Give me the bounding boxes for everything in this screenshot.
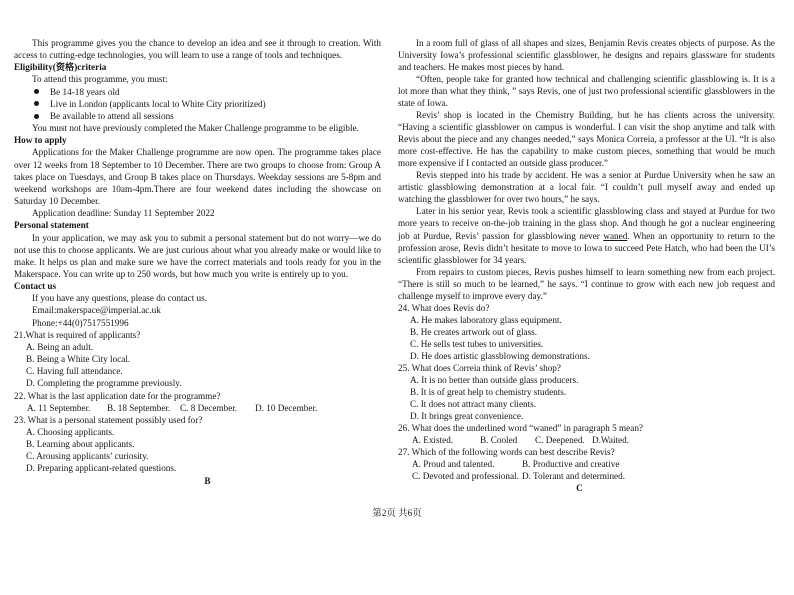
question-22-options <box>14 402 381 414</box>
passage-c-paragraph-4: Revis stepped into his trade by accident. He was a senior at Purdue University when he saw an artistic glassblowing demonstration at a local fair. “I couldn’t pull myself away and ended up watching the glassblower for over two hours,” he says. <box>398 170 775 205</box>
question-21-option: C. Having full attendance. <box>26 366 123 377</box>
question-27-option: D. Tolerant and determined. <box>522 471 626 482</box>
question-24-option: C. He sells test tubes to universities. <box>410 338 544 349</box>
question-26-option: B. Cooled <box>480 435 518 446</box>
passage-c-paragraph-6: From repairs to custom pieces, Revis pushes himself to learn something new from each project. “There is still so much to be learned,” he says. “I continue to grow with each new job request and challenge myself to improve every day.” <box>398 266 775 301</box>
question-27-option: B. Productive and creative <box>522 459 620 470</box>
question-27-option: A. Proud and talented. <box>412 459 495 470</box>
question-22-option: A. 11 September. <box>27 402 91 413</box>
question-27-options-row-2 <box>398 470 775 482</box>
passage-b <box>14 37 381 487</box>
personal-statement-heading: Personal statement <box>14 220 89 231</box>
eligibility-lead: To attend this programme, you must: <box>32 74 168 85</box>
question-22-option: C. 8 December. <box>180 402 238 413</box>
question-23-stem: 23. What is a personal statement possibly used for? <box>14 414 203 425</box>
eligibility-bullet <box>14 86 381 98</box>
question-23-option: D. Preparing applicant-related questions. <box>26 463 177 474</box>
question-22-stem: 22. What is the last application date for the programme? <box>14 390 221 401</box>
eligibility-bullet <box>14 110 381 122</box>
contact-email: Email:makerspace@imperial.ac.uk <box>32 305 161 316</box>
bullet-icon <box>34 114 39 119</box>
question-26-options <box>398 434 775 446</box>
question-21-option: D. Completing the programme previously. <box>26 378 182 389</box>
intro-paragraph: This programme gives you the chance to develop an idea and see it through to creation. With access to cutting-edge technologies, you will learn to use a range of tools and techniques. <box>14 38 381 61</box>
question-26-option: C. Deepened. <box>535 435 585 446</box>
eligibility-note: You must not have previously completed the Maker Challenge programme to be eligible. <box>32 123 359 134</box>
bullet-icon <box>34 101 39 106</box>
question-23-option: A. Choosing applicants. <box>26 426 115 437</box>
question-24-option: B. He creates artwork out of glass. <box>410 326 538 337</box>
passage-c <box>398 37 775 494</box>
application-deadline: Application deadline: Sunday 11 September 2022 <box>32 208 215 219</box>
how-to-apply-heading: How to apply <box>14 135 67 146</box>
question-21-option: A. Being an adult. <box>26 341 94 352</box>
passage-b-label: B <box>204 475 211 486</box>
contact-heading: Contact us <box>14 281 57 292</box>
bullet-text: Be available to attend all sessions <box>50 110 174 121</box>
question-22-option: B. 18 September. <box>107 402 171 413</box>
question-27-stem: 27. Which of the following words can best describe Revis? <box>398 447 615 458</box>
contact-lead: If you have any questions, please do contact us. <box>32 293 208 304</box>
question-24-option: D. He does artistic glassblowing demonstrations. <box>410 350 590 361</box>
question-26-option: A. Existed. <box>412 435 454 446</box>
passage-c-label: C <box>576 483 583 494</box>
question-26-stem: 26. What does the underlined word “waned” in paragraph 5 mean? <box>398 423 643 433</box>
paragraph-5-text-before: Later in his senior year, Revis took a scientific glassblowing class and stayed at Purdue for two more years to receive on-the-job training in the glass shop. And though he got a nuclear engineering job at Purdue, Revis’ passion for glassblowing never <box>398 206 775 241</box>
question-25-option: D. It brings great convenience. <box>410 410 524 421</box>
question-23-option: B. Learning about applicants. <box>26 439 135 450</box>
eligibility-heading: Eligibility(资格)criteria <box>14 62 107 73</box>
bullet-text: Be 14-18 years old <box>50 86 120 97</box>
eligibility-bullet <box>14 98 381 110</box>
question-25-option: B. It is of great help to chemistry students. <box>410 386 567 397</box>
question-23-option: C. Arousing applicants’ curiosity. <box>26 451 149 462</box>
question-26-option: D.Waited. <box>592 435 630 446</box>
question-25-option: C. It does not attract many clients. <box>410 398 537 409</box>
question-22-option: D. 10 December. <box>255 402 318 413</box>
passage-c-paragraph-2: “Often, people take for granted how technical and challenging scientific glassblowing is. It is a lot more than what they think, ” says Revis, one of just two professional scientific glassblowers in the state of Iowa. <box>398 74 775 109</box>
bullet-icon <box>34 89 39 94</box>
question-21-option: B. Being a White City local. <box>26 354 131 365</box>
page-number: 第2页 共6页 <box>372 509 422 519</box>
question-25-stem: 25. What does Correia think of Revis’ shop? <box>398 362 561 373</box>
paragraph-5-text-after: . When an opportunity to return to the profession arose, Revis didn’t hesitate to move to Iowa to succeed Pete Hatch, who had been the UI’s scientific glassblower for 34 years. <box>398 230 775 265</box>
question-24-stem: 24. What does Revis do? <box>398 302 490 313</box>
question-24-option: A. He makes laboratory glass equipment. <box>410 314 562 325</box>
passage-c-paragraph-5 <box>398 205 775 265</box>
contact-phone: Phone:+44(0)7517551996 <box>32 317 129 328</box>
passage-c-paragraph-3: Revis’ shop is located in the Chemistry Building, but he has clients across the university. “Having a scientific glassblower on campus is wonderful. I can visit the shop anytime and talk with Revis about the piece and any changes needed,” says Monica Correia, a professor at the UI. “It is also more cost-effective. He has the capability to make custom pieces, something that would be much more expensive if I contacted an outside glass producer.” <box>398 110 775 169</box>
underlined-word: waned <box>603 230 628 241</box>
question-27-options-row-1 <box>398 458 775 470</box>
question-21-stem: 21.What is required of applicants? <box>14 329 141 340</box>
question-25-option: A. It is no better than outside glass producers. <box>410 374 579 385</box>
passage-c-paragraph-1: In a room full of glass of all shapes and sizes, Benjamin Revis creates objects of purpose. As the University Iowa’s professional scientific glassblower, he designs and repairs glassware for students and teachers. He makes most pieces by hand. <box>398 38 775 73</box>
how-to-apply-paragraph: Applications for the Maker Challenge programme are now open. The programme takes place over 12 weeks from 18 September to 10 December. There are two groups to choose from: Group A takes place on Tuesdays, and Group B takes place on Thursdays. Weekday sessions are 5-8pm and weekend workshops are 10am-4pm.There are four weekend dates including the showcase on Saturday 10 December. <box>14 147 381 207</box>
question-27-option: C. Devoted and professional. <box>412 471 519 482</box>
bullet-text: Live in London (applicants local to White City prioritized) <box>50 98 266 109</box>
personal-statement-paragraph: In your application, we may ask you to submit a personal statement but do not worry—we do not use this to choose applicants. We are just curious about what you already make or would like to make. It helps us plan and make sure we have the correct materials and tools ready for you in the Makerspace. You can write up to 250 words, but how much you write is entirely up to you. <box>14 232 381 279</box>
